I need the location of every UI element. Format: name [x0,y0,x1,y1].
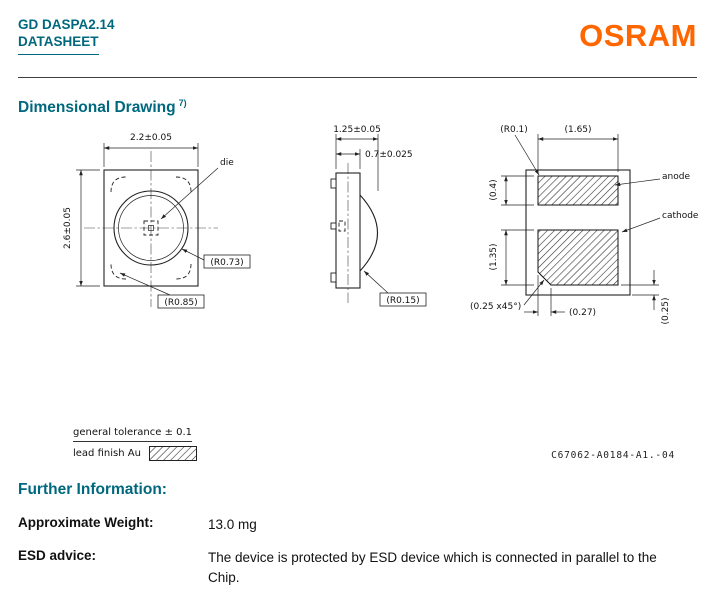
corner-mark [111,177,126,192]
side-thickness-label: 0.7±0.025 [365,149,413,160]
header [18,16,697,55]
pad-width-label: (1.65) [564,124,592,135]
corner-radius-label: (R0.85) [164,297,198,308]
pad-view-drawing [470,125,699,325]
corner-mark [176,177,191,192]
lead-finish-row [73,446,197,461]
anode-pad [538,176,618,205]
chamfer-width-label: (0.27) [569,307,597,318]
tolerance-legend [73,427,197,461]
further-info-table [18,515,697,588]
info-row-weight [18,515,697,535]
chamfer-label: (0.25 x45°) [470,301,522,312]
anode-label: anode [662,171,690,182]
hatch-swatch [149,446,196,460]
anode-height-label: (0.4) [489,179,499,201]
title-block [18,16,115,55]
section-title-dimensional-drawing [18,98,697,117]
header-divider [18,77,697,78]
pad-corner-radius-label: (R0.1) [500,124,528,135]
pad-mark [331,273,336,282]
datasheet-label: DATASHEET [18,33,99,54]
side-width-label: 1.25±0.05 [333,124,381,135]
lens-radius-label: (R0.73) [210,257,244,268]
inner-detail [339,221,345,231]
document-number: C67062-A0184-A1.-04 [551,449,675,461]
osram-logo: OSRAM [579,18,697,53]
cathode-pad [538,230,618,285]
top-view-drawing [63,133,250,308]
cathode-label: cathode [662,210,699,221]
dim-top-width-label: 2.2±0.05 [130,132,172,143]
corner-mark [111,264,126,279]
weight-label: Approximate Weight: [18,514,154,530]
lead-finish-swatch [149,446,197,461]
drawing-notes [73,427,675,461]
cathode-height-label: (1.35) [489,243,499,271]
pad-mark [331,179,336,188]
footnote-ref: 7) [178,97,187,108]
esd-value: The device is protected by ESD device which is connected in parallel to the Chip. [208,550,657,585]
side-lens-radius-label: (R0.15) [386,295,420,306]
esd-label: ESD advice: [18,548,97,564]
corner-mark [176,264,191,279]
section-title-text: Dimensional Drawing [18,98,176,116]
page-title: GD DASPA2.14 [18,17,115,32]
die-label: die [220,157,234,168]
dim-top-height-label: 2.6±0.05 [63,206,73,249]
section-title-further-information: Further Information: [18,480,167,498]
lead-finish-note: lead finish Au [73,447,141,459]
weight-value: 13.0 mg [208,516,257,532]
side-view-drawing [331,125,426,306]
general-tolerance-note: general tolerance ± 0.1 [73,427,192,442]
info-row-esd [18,548,697,587]
dimensional-drawings [18,123,715,355]
pad-mark [331,223,336,229]
edge-offset-label: (0.25) [661,297,671,325]
lens-profile [360,195,378,271]
